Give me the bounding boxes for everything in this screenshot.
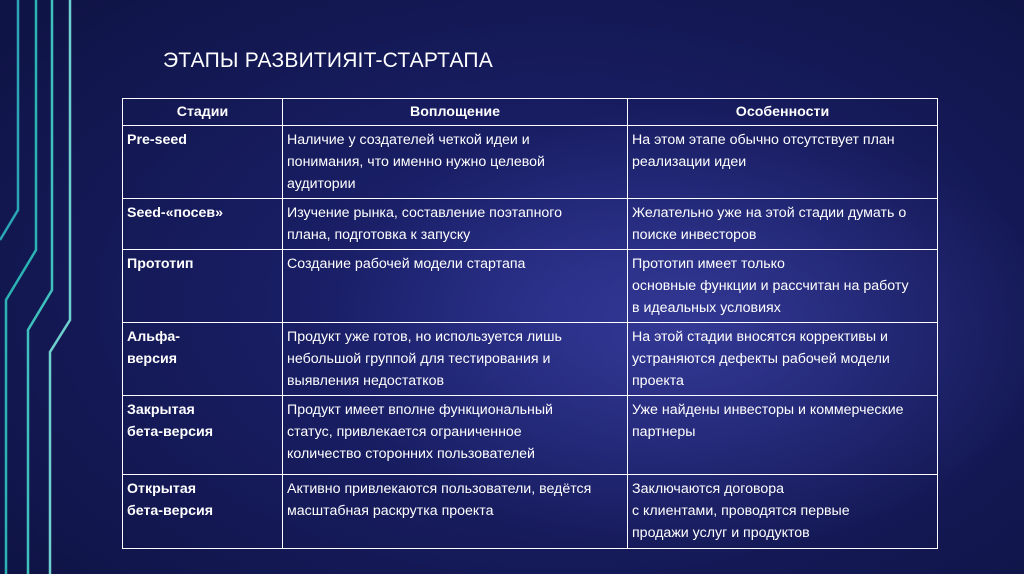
stage-cell bbox=[123, 199, 283, 250]
implementation-line: статус, привлекается ограниченное bbox=[287, 424, 522, 440]
implementation-cell bbox=[283, 475, 628, 549]
decorative-lines bbox=[0, 0, 120, 574]
stage-line: Закрытая bbox=[127, 402, 195, 418]
implementation-line: Продукт имеет вполне функциональный bbox=[287, 402, 553, 418]
stage-cell bbox=[123, 250, 283, 323]
features-line: устраняются дефекты рабочей модели bbox=[632, 351, 890, 367]
stage-cell bbox=[123, 475, 283, 549]
stages-table bbox=[122, 98, 938, 549]
implementation-line: Создание рабочей модели стартапа bbox=[287, 256, 526, 272]
features-line: проекта bbox=[632, 373, 684, 389]
features-cell bbox=[628, 199, 938, 250]
features-line: Заключаются договора bbox=[632, 481, 785, 497]
stage-line: бета-версия bbox=[127, 503, 214, 519]
features-line: партнеры bbox=[632, 424, 696, 440]
features-line: продажи услуг и продуктов bbox=[632, 525, 810, 541]
stage-line: бета-версия bbox=[127, 424, 214, 440]
implementation-line: аудитории bbox=[287, 176, 356, 192]
features-line: реализации идеи bbox=[632, 154, 747, 170]
implementation-line: небольшой группой для тестирования и bbox=[287, 351, 551, 367]
implementation-cell bbox=[283, 396, 628, 475]
stage-cell bbox=[123, 323, 283, 396]
implementation-cell bbox=[283, 126, 628, 199]
implementation-line: Продукт уже готов, но используется лишь bbox=[287, 329, 562, 345]
stage-line: Открытая bbox=[127, 481, 196, 497]
implementation-line: масштабная раскрутка проекта bbox=[287, 503, 494, 519]
implementation-line: Наличие у создателей четкой идеи и bbox=[287, 132, 530, 148]
header-implementation: Воплощение bbox=[283, 99, 628, 126]
features-line: На этой стадии вносятся коррективы и bbox=[632, 329, 888, 345]
stage-cell bbox=[123, 396, 283, 475]
table-row bbox=[123, 323, 938, 396]
implementation-cell bbox=[283, 250, 628, 323]
features-line: Уже найдены инвесторы и коммерческие bbox=[632, 402, 904, 418]
slide-title: ЭТАПЫ РАЗВИТИЯIT-СТАРТАПА bbox=[163, 49, 493, 72]
features-cell bbox=[628, 250, 938, 323]
features-line: Желательно уже на этой стадии думать о bbox=[632, 205, 907, 221]
implementation-line: Активно привлекаются пользователи, ведётся bbox=[287, 481, 592, 497]
features-line: На этом этапе обычно отсутствует план bbox=[632, 132, 895, 148]
implementation-line: понимания, что именно нужно целевой bbox=[287, 154, 545, 170]
table-row bbox=[123, 475, 938, 549]
features-line: в идеальных условиях bbox=[632, 300, 781, 316]
deco-line-1 bbox=[0, 0, 18, 240]
header-features: Особенности bbox=[628, 99, 938, 126]
features-cell bbox=[628, 126, 938, 199]
deco-line-2 bbox=[6, 0, 36, 574]
table-row bbox=[123, 250, 938, 323]
stage-cell bbox=[123, 126, 283, 199]
features-cell bbox=[628, 323, 938, 396]
table-row bbox=[123, 126, 938, 199]
deco-line-3 bbox=[28, 0, 52, 574]
implementation-line: плана, подготовка к запуску bbox=[287, 227, 471, 243]
table-header-row bbox=[123, 99, 938, 126]
implementation-line: количество сторонних пользователей bbox=[287, 446, 535, 462]
stage-line: Pre-seed bbox=[127, 132, 187, 148]
features-cell bbox=[628, 396, 938, 475]
features-line: основные функции и рассчитан на работу bbox=[632, 278, 909, 294]
stage-line: Seed-«посев» bbox=[127, 205, 223, 221]
table-row bbox=[123, 396, 938, 475]
stage-line: Альфа- bbox=[127, 329, 181, 345]
stage-line: версия bbox=[127, 351, 177, 367]
header-stages: Стадии bbox=[123, 99, 283, 126]
features-line: с клиентами, проводятся первые bbox=[632, 503, 850, 519]
table-row bbox=[123, 199, 938, 250]
features-line: Прототип имеет только bbox=[632, 256, 785, 272]
features-line: поиске инвесторов bbox=[632, 227, 757, 243]
implementation-cell bbox=[283, 323, 628, 396]
implementation-cell bbox=[283, 199, 628, 250]
stage-line: Прототип bbox=[127, 256, 194, 272]
implementation-line: выявления недостатков bbox=[287, 373, 445, 389]
implementation-line: Изучение рынка, составление поэтапного bbox=[287, 205, 563, 221]
features-cell bbox=[628, 475, 938, 549]
